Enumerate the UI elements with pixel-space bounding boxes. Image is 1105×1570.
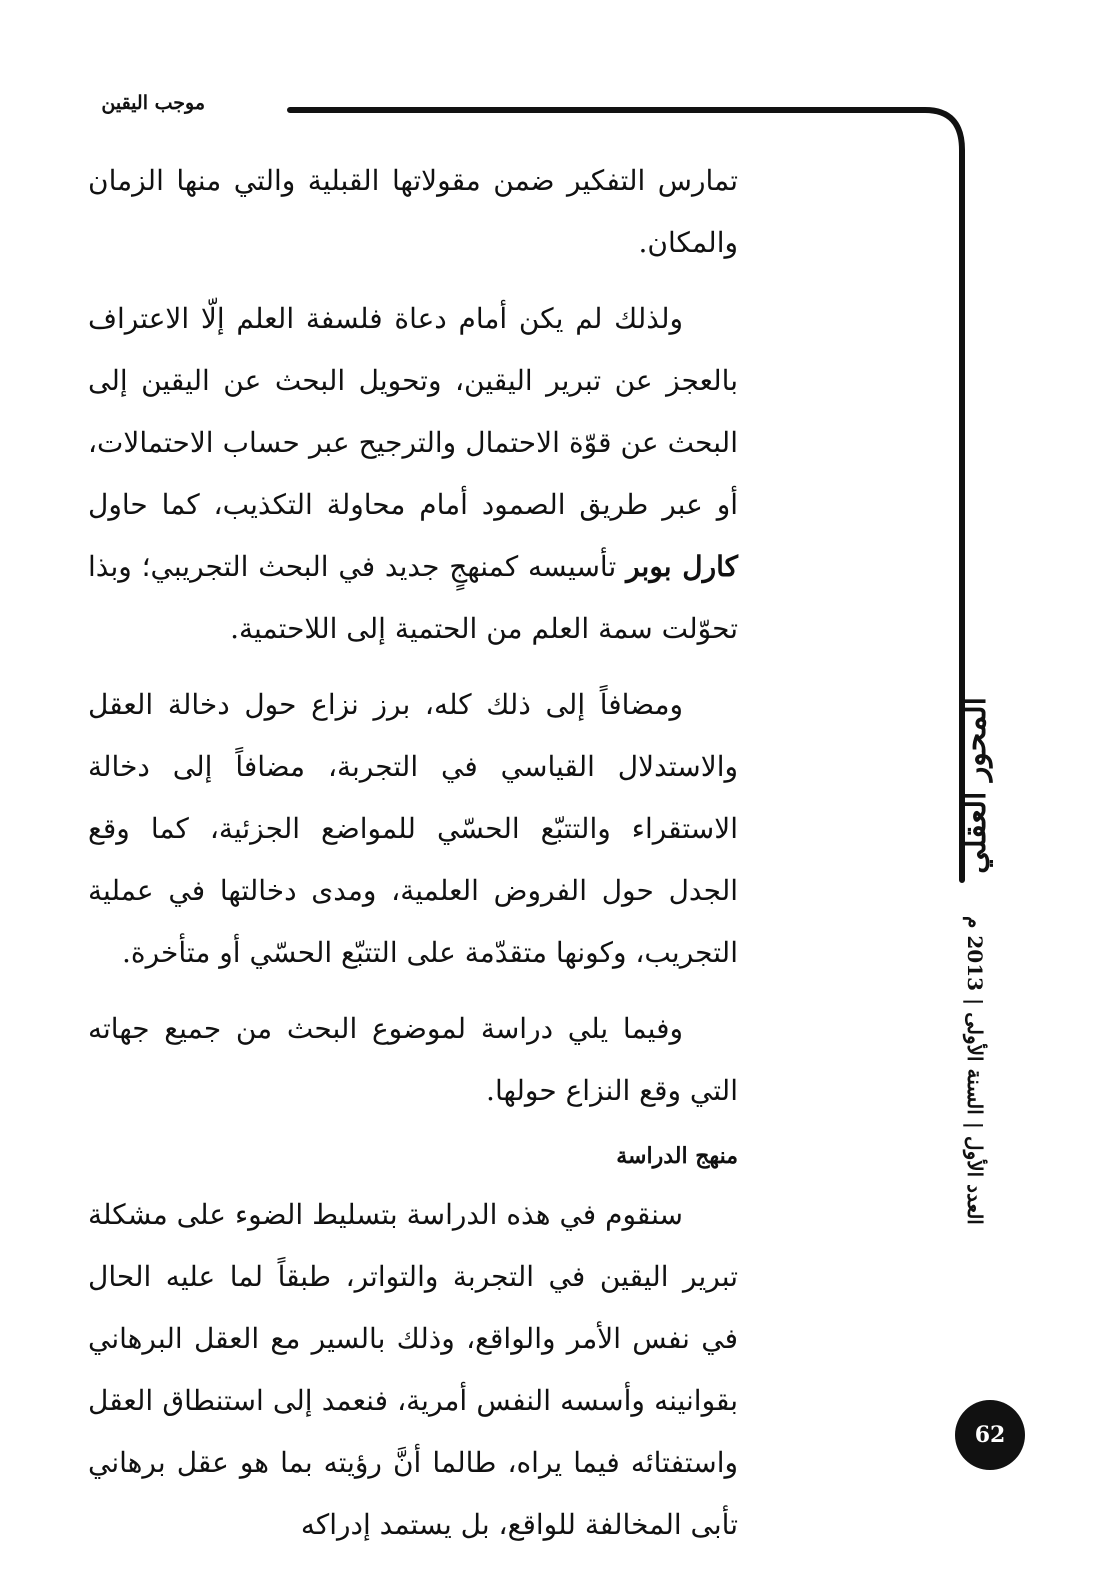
paragraph: سنقوم في هذه الدراسة بتسليط الضوء على مشكلة تبرير اليقين في التجربة والتواتر، طبقاً لما عليه الحال في نفس الأمر والواقع، وذلك بالسير مع العقل البرهاني بقوانينه وأسسه النفس أمرية، فنعمد إلى استنطاق العقل واستفتائه فيما يراه، طالما أنَّ رؤيته بما هو عقل برهاني تأبى المخالفة للواقع، بل يستمد إدراكه xyxy=(88,1198,738,1541)
paragraph xyxy=(88,288,738,660)
running-title: موجب اليقين xyxy=(101,92,205,114)
paragraph-text: ولذلك لم يكن أمام دعاة فلسفة العلم إلّا الاعتراف بالعجز عن تبرير اليقين، وتحويل البحث عن اليقين إلى البحث عن قوّة الاحتمال والترجيح عبر حساب الاحتمالات، أو عبر طريق الصمود أمام محاولة التكذيب، كما حاول xyxy=(88,302,738,521)
paragraph: وفيما يلي دراسة لموضوع البحث من جميع جهاته التي وقع النزاع حولها. xyxy=(88,1012,738,1107)
body-text xyxy=(88,150,738,1570)
issue-info-text: العدد الأول | السنة الأولى | 2013 م xyxy=(963,915,987,1225)
journal-logo-text: المحور العقلي xyxy=(957,696,993,874)
section-heading: منهج الدراسة xyxy=(616,1143,738,1169)
author-name: كارل بوبر xyxy=(626,550,738,583)
paragraph: تمارس التفكير ضمن مقولاتها القبلية والتي منها الزمان والمكان. xyxy=(88,164,738,259)
page-number: 62 xyxy=(974,1422,1006,1448)
journal-logo xyxy=(948,690,1002,880)
page-number-badge xyxy=(955,1400,1025,1470)
paragraph: ومضافاً إلى ذلك كله، برز نزاع حول دخالة العقل والاستدلال القياسي في التجربة، مضافاً إلى دخالة الاستقراء والتتبّع الحسّي للمواضع الجزئية، كما وقع الجدل حول الفروض العلمية، ومدى دخالتها في عملية التجريب، وكونها متقدّمة على التتبّع الحسّي أو متأخرة. xyxy=(88,688,738,969)
issue-info xyxy=(952,905,998,1235)
paragraph-text: تأسيسه كمنهجٍ جديد في البحث التجريبي؛ وبذا تحوّلت سمة العلم من الحتمية إلى اللاحتمية. xyxy=(88,550,738,645)
